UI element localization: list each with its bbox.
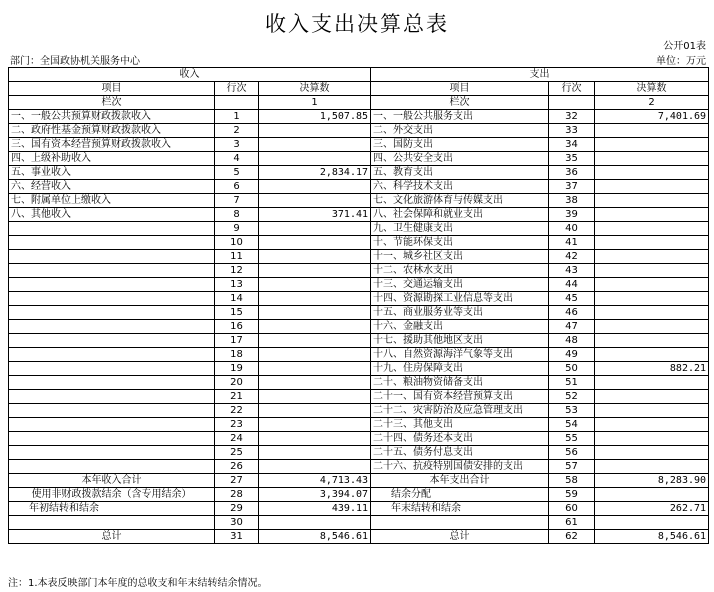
income-row-no-cell: 6 — [215, 180, 259, 194]
expense-item-header: 项目 — [371, 82, 549, 96]
expense-item-cell: 十五、商业服务业等支出 — [371, 306, 549, 320]
expense-row-no-cell: 38 — [549, 194, 595, 208]
income-item-cell — [9, 278, 215, 292]
income-item-cell — [9, 334, 215, 348]
income-item-cell: 七、附属单位上缴收入 — [9, 194, 215, 208]
income-item-cell — [9, 446, 215, 460]
expense-row-no-cell: 49 — [549, 348, 595, 362]
income-amount-cell: 1,507.85 — [259, 110, 371, 124]
table-row — [9, 222, 709, 236]
income-item-cell: 二、政府性基金预算财政拨款收入 — [9, 124, 215, 138]
table-row — [9, 390, 709, 404]
table-row — [9, 348, 709, 362]
expense-row-no-cell: 44 — [549, 278, 595, 292]
income-item-cell — [9, 306, 215, 320]
expense-row-no-cell: 54 — [549, 418, 595, 432]
table-row — [9, 432, 709, 446]
expense-amount-cell — [595, 432, 709, 446]
income-col-index-number: 1 — [259, 96, 371, 110]
income-item-cell — [9, 404, 215, 418]
expense-row-no-cell: 59 — [549, 488, 595, 502]
income-amount-cell: 2,834.17 — [259, 166, 371, 180]
expense-amount-cell — [595, 446, 709, 460]
expense-amount-cell — [595, 222, 709, 236]
expense-amount-cell — [595, 208, 709, 222]
table-row — [9, 334, 709, 348]
income-row-no-cell: 19 — [215, 362, 259, 376]
expense-row-no-cell: 42 — [549, 250, 595, 264]
expense-item-cell: 九、卫生健康支出 — [371, 222, 549, 236]
expense-row-no-cell: 53 — [549, 404, 595, 418]
expense-item-cell: 二十五、债务付息支出 — [371, 446, 549, 460]
expense-amount-cell — [595, 236, 709, 250]
income-amount-cell — [259, 250, 371, 264]
income-row-no-cell: 12 — [215, 264, 259, 278]
expense-amount-cell — [595, 418, 709, 432]
income-amount-cell — [259, 264, 371, 278]
income-item-cell: 年初结转和结余 — [9, 502, 215, 516]
summary-row — [9, 488, 709, 502]
table-row — [9, 194, 709, 208]
expense-row-no-cell: 37 — [549, 180, 595, 194]
income-row-no-cell: 16 — [215, 320, 259, 334]
table-row — [9, 446, 709, 460]
income-amount-cell — [259, 334, 371, 348]
expense-item-cell: 二十三、其他支出 — [371, 418, 549, 432]
expense-item-cell: 五、教育支出 — [371, 166, 549, 180]
table-row — [9, 152, 709, 166]
income-amount-cell — [259, 278, 371, 292]
table-row — [9, 306, 709, 320]
expense-item-cell: 十八、自然资源海洋气象等支出 — [371, 348, 549, 362]
income-section-header: 收入 — [9, 68, 371, 82]
expense-row-no-cell: 40 — [549, 222, 595, 236]
table-row — [9, 418, 709, 432]
expense-amount-cell — [595, 180, 709, 194]
income-amount-cell — [259, 236, 371, 250]
income-amount-cell: 439.11 — [259, 502, 371, 516]
income-item-cell — [9, 320, 215, 334]
expense-row-no-cell: 36 — [549, 166, 595, 180]
expense-item-cell: 二十六、抗疫特别国债安排的支出 — [371, 460, 549, 474]
expense-item-cell: 十六、金融支出 — [371, 320, 549, 334]
table-row — [9, 110, 709, 124]
income-amount-cell: 3,394.07 — [259, 488, 371, 502]
income-row-no-cell: 11 — [215, 250, 259, 264]
summary-row — [9, 474, 709, 488]
income-amount-cell — [259, 306, 371, 320]
table-row — [9, 320, 709, 334]
income-amount-cell — [259, 320, 371, 334]
footnote: 注：1.本表反映部门本年度的总收支和年末结转结余情况。 — [8, 578, 268, 589]
expense-col-index-blank — [549, 96, 595, 110]
expense-row-no-cell: 46 — [549, 306, 595, 320]
expense-amount-cell — [595, 194, 709, 208]
expense-item-cell: 十、节能环保支出 — [371, 236, 549, 250]
column-index-row — [9, 96, 709, 110]
income-amount-cell — [259, 432, 371, 446]
income-amount-cell — [259, 418, 371, 432]
income-item-cell — [9, 460, 215, 474]
income-item-cell — [9, 250, 215, 264]
expense-row-no-cell: 61 — [549, 516, 595, 530]
expense-item-cell: 四、公共安全支出 — [371, 152, 549, 166]
income-expense-table — [8, 67, 709, 544]
expense-amount-cell — [595, 138, 709, 152]
expense-row-no-cell: 57 — [549, 460, 595, 474]
income-amount-cell — [259, 376, 371, 390]
expense-amount-cell — [595, 152, 709, 166]
income-amount-cell: 4,713.43 — [259, 474, 371, 488]
income-item-cell — [9, 418, 215, 432]
income-row-no-cell: 8 — [215, 208, 259, 222]
department-label: 部门：全国政协机关服务中心 — [10, 56, 140, 67]
expense-row-no-cell: 33 — [549, 124, 595, 138]
income-amount-cell — [259, 124, 371, 138]
income-amount-cell — [259, 404, 371, 418]
table-row — [9, 236, 709, 250]
expense-item-cell: 十九、住房保障支出 — [371, 362, 549, 376]
income-item-cell — [9, 432, 215, 446]
expense-item-cell: 本年支出合计 — [371, 474, 549, 488]
expense-item-cell: 六、科学技术支出 — [371, 180, 549, 194]
income-item-cell: 使用非财政拨款结余（含专用结余） — [9, 488, 215, 502]
expense-row-no-cell: 48 — [549, 334, 595, 348]
expense-item-cell: 十二、农林水支出 — [371, 264, 549, 278]
table-row — [9, 138, 709, 152]
income-item-cell: 四、上级补助收入 — [9, 152, 215, 166]
income-amount-cell — [259, 180, 371, 194]
table-row — [9, 278, 709, 292]
income-amount-cell — [259, 222, 371, 236]
income-row-no-cell: 20 — [215, 376, 259, 390]
expense-item-cell: 年末结转和结余 — [371, 502, 549, 516]
income-item-cell: 本年收入合计 — [9, 474, 215, 488]
income-amount-cell — [259, 194, 371, 208]
expense-row-no-cell: 41 — [549, 236, 595, 250]
expense-item-cell: 七、文化旅游体育与传媒支出 — [371, 194, 549, 208]
expense-item-cell — [371, 516, 549, 530]
income-col-index-label: 栏次 — [9, 96, 215, 110]
expense-item-cell: 二十一、国有资本经营预算支出 — [371, 390, 549, 404]
section-header-row — [9, 68, 709, 82]
expense-item-cell: 结余分配 — [371, 488, 549, 502]
income-amount-cell: 371.41 — [259, 208, 371, 222]
income-row-no-cell: 13 — [215, 278, 259, 292]
income-item-header: 项目 — [9, 82, 215, 96]
income-amount-cell — [259, 362, 371, 376]
summary-row — [9, 502, 709, 516]
income-item-cell — [9, 292, 215, 306]
expense-amount-cell — [595, 404, 709, 418]
income-row-no-cell: 5 — [215, 166, 259, 180]
expense-amount-cell — [595, 390, 709, 404]
expense-amount-cell — [595, 278, 709, 292]
income-row-no-header: 行次 — [215, 82, 259, 96]
income-row-no-cell: 7 — [215, 194, 259, 208]
expense-amount-cell — [595, 250, 709, 264]
income-amount-cell — [259, 292, 371, 306]
income-item-cell — [9, 362, 215, 376]
expense-item-cell: 八、社会保障和就业支出 — [371, 208, 549, 222]
expense-amount-cell — [595, 306, 709, 320]
income-item-cell: 三、国有资本经营预算财政拨款收入 — [9, 138, 215, 152]
expense-row-no-cell: 58 — [549, 474, 595, 488]
expense-row-no-cell: 39 — [549, 208, 595, 222]
expense-item-cell: 总计 — [371, 530, 549, 544]
expense-amount-cell — [595, 334, 709, 348]
expense-amount-cell — [595, 488, 709, 502]
income-row-no-cell: 27 — [215, 474, 259, 488]
table-row — [9, 208, 709, 222]
income-row-no-cell: 9 — [215, 222, 259, 236]
expense-row-no-cell: 56 — [549, 446, 595, 460]
expense-row-no-header: 行次 — [549, 82, 595, 96]
expense-item-cell: 三、国防支出 — [371, 138, 549, 152]
column-header-row — [9, 82, 709, 96]
expense-amount-cell: 262.71 — [595, 502, 709, 516]
income-col-index-blank — [215, 96, 259, 110]
expense-item-cell: 二、外交支出 — [371, 124, 549, 138]
income-item-cell: 总计 — [9, 530, 215, 544]
income-amount-cell — [259, 446, 371, 460]
table-row — [9, 292, 709, 306]
expense-amount-cell — [595, 124, 709, 138]
income-row-no-cell: 31 — [215, 530, 259, 544]
unit-label: 单位：万元 — [656, 56, 706, 67]
form-number: 公开01表 — [663, 41, 706, 52]
expense-item-cell: 十四、资源勘探工业信息等支出 — [371, 292, 549, 306]
expense-amount-cell — [595, 166, 709, 180]
income-row-no-cell: 25 — [215, 446, 259, 460]
expense-item-cell: 一、一般公共服务支出 — [371, 110, 549, 124]
expense-section-header: 支出 — [371, 68, 709, 82]
table-row — [9, 376, 709, 390]
income-row-no-cell: 26 — [215, 460, 259, 474]
table-row — [9, 404, 709, 418]
income-amount-cell — [259, 152, 371, 166]
table-row — [9, 250, 709, 264]
expense-row-no-cell: 50 — [549, 362, 595, 376]
expense-row-no-cell: 45 — [549, 292, 595, 306]
expense-item-cell: 二十四、债务还本支出 — [371, 432, 549, 446]
expense-amount-cell — [595, 376, 709, 390]
expense-col-index-number: 2 — [595, 96, 709, 110]
expense-col-index-label: 栏次 — [371, 96, 549, 110]
income-row-no-cell: 4 — [215, 152, 259, 166]
income-item-cell: 五、事业收入 — [9, 166, 215, 180]
income-row-no-cell: 28 — [215, 488, 259, 502]
income-amount-header: 决算数 — [259, 82, 371, 96]
income-row-no-cell: 30 — [215, 516, 259, 530]
expense-amount-cell — [595, 292, 709, 306]
table-row — [9, 264, 709, 278]
income-item-cell — [9, 390, 215, 404]
table-row — [9, 124, 709, 138]
income-amount-cell — [259, 138, 371, 152]
income-item-cell: 一、一般公共预算财政拨款收入 — [9, 110, 215, 124]
expense-row-no-cell: 34 — [549, 138, 595, 152]
income-row-no-cell: 10 — [215, 236, 259, 250]
expense-amount-cell — [595, 264, 709, 278]
expense-item-cell: 二十、粮油物资储备支出 — [371, 376, 549, 390]
income-item-cell — [9, 264, 215, 278]
income-item-cell: 六、经营收入 — [9, 180, 215, 194]
income-row-no-cell: 24 — [215, 432, 259, 446]
income-row-no-cell: 14 — [215, 292, 259, 306]
expense-row-no-cell: 51 — [549, 376, 595, 390]
expense-row-no-cell: 43 — [549, 264, 595, 278]
summary-row — [9, 530, 709, 544]
income-item-cell — [9, 516, 215, 530]
expense-row-no-cell: 60 — [549, 502, 595, 516]
income-item-cell — [9, 222, 215, 236]
expense-amount-cell — [595, 460, 709, 474]
expense-amount-cell: 8,283.90 — [595, 474, 709, 488]
income-amount-cell — [259, 460, 371, 474]
expense-item-cell: 十三、交通运输支出 — [371, 278, 549, 292]
expense-amount-cell — [595, 320, 709, 334]
expense-row-no-cell: 52 — [549, 390, 595, 404]
income-item-cell — [9, 348, 215, 362]
income-row-no-cell: 29 — [215, 502, 259, 516]
income-row-no-cell: 2 — [215, 124, 259, 138]
table-row — [9, 362, 709, 376]
summary-row — [9, 516, 709, 530]
expense-amount-cell — [595, 348, 709, 362]
expense-row-no-cell: 47 — [549, 320, 595, 334]
income-row-no-cell: 21 — [215, 390, 259, 404]
expense-row-no-cell: 62 — [549, 530, 595, 544]
table-row — [9, 180, 709, 194]
expense-item-cell: 二十二、灾害防治及应急管理支出 — [371, 404, 549, 418]
expense-row-no-cell: 32 — [549, 110, 595, 124]
income-row-no-cell: 3 — [215, 138, 259, 152]
income-amount-cell — [259, 390, 371, 404]
income-row-no-cell: 23 — [215, 418, 259, 432]
income-amount-cell — [259, 348, 371, 362]
income-row-no-cell: 17 — [215, 334, 259, 348]
expense-row-no-cell: 35 — [549, 152, 595, 166]
income-row-no-cell: 15 — [215, 306, 259, 320]
expense-item-cell: 十一、城乡社区支出 — [371, 250, 549, 264]
income-item-cell — [9, 236, 215, 250]
expense-amount-header: 决算数 — [595, 82, 709, 96]
income-row-no-cell: 18 — [215, 348, 259, 362]
income-item-cell: 八、其他收入 — [9, 208, 215, 222]
income-amount-cell — [259, 516, 371, 530]
income-row-no-cell: 1 — [215, 110, 259, 124]
income-row-no-cell: 22 — [215, 404, 259, 418]
income-amount-cell: 8,546.61 — [259, 530, 371, 544]
expense-row-no-cell: 55 — [549, 432, 595, 446]
expense-amount-cell: 882.21 — [595, 362, 709, 376]
expense-item-cell: 十七、援助其他地区支出 — [371, 334, 549, 348]
expense-amount-cell: 7,401.69 — [595, 110, 709, 124]
income-item-cell — [9, 376, 215, 390]
table-row — [9, 460, 709, 474]
table-row — [9, 166, 709, 180]
page-title: 收入支出决算总表 — [265, 12, 449, 36]
expense-amount-cell: 8,546.61 — [595, 530, 709, 544]
expense-amount-cell — [595, 516, 709, 530]
